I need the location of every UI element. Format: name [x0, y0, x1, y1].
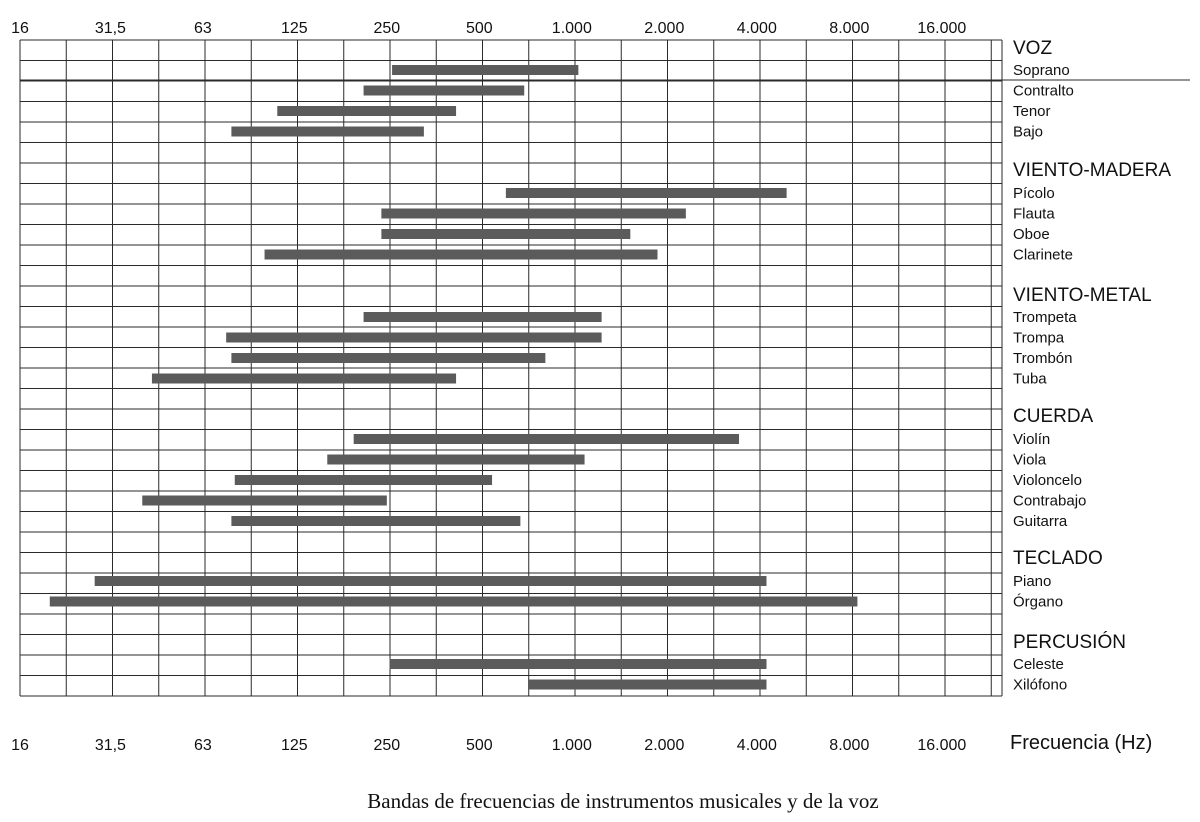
top-tick-label: 125: [280, 20, 308, 37]
row-labels: [1013, 38, 1171, 694]
row-label: Violoncelo: [1013, 472, 1082, 489]
top-tick-label: 63: [193, 20, 212, 37]
top-tick-label: 31,5: [94, 20, 126, 37]
group-heading: TECLADO: [1013, 548, 1103, 569]
row-label: Bajo: [1013, 123, 1044, 141]
range-bar: [354, 434, 739, 444]
top-tick-label: 500: [465, 20, 493, 37]
bottom-tick-label: 500: [465, 737, 493, 754]
row-label: Contralto: [1013, 82, 1074, 100]
bottom-tick-label: 16: [11, 737, 29, 754]
bottom-tick-label: 63: [193, 737, 212, 754]
bottom-tick-label: 4.000: [736, 737, 777, 754]
range-bar: [231, 516, 520, 526]
tick-labels: [11, 20, 966, 754]
row-label: Xilófono: [1013, 676, 1068, 694]
range-bar: [528, 680, 766, 690]
range-bar: [381, 209, 685, 219]
row-label: Oboe: [1013, 226, 1050, 243]
range-bar: [389, 659, 766, 669]
range-bar: [265, 250, 658, 260]
group-heading: VIENTO-METAL: [1013, 285, 1152, 306]
range-bar: [327, 455, 584, 465]
range-bar: [95, 576, 767, 586]
row-label: Soprano: [1013, 62, 1070, 79]
top-tick-label: 16.000: [917, 20, 967, 37]
group-heading: CUERDA: [1013, 406, 1094, 427]
bottom-tick-label: 125: [280, 737, 308, 754]
row-label: Trompa: [1013, 329, 1065, 347]
top-tick-label: 1.000: [551, 20, 592, 37]
row-label: Contrabajo: [1013, 492, 1087, 510]
top-tick-label: 8.000: [829, 20, 870, 37]
bottom-tick-label: 2.000: [644, 737, 685, 754]
range-bar: [364, 86, 525, 96]
group-heading: VOZ: [1013, 38, 1053, 59]
range-bar: [152, 374, 456, 384]
range-bar: [142, 496, 387, 506]
bottom-tick-label: 31,5: [94, 737, 126, 754]
bottom-tick-label: 16.000: [917, 737, 967, 754]
top-tick-label: 16: [11, 20, 29, 37]
bottom-tick-label: 8.000: [829, 737, 870, 754]
row-label: Órgano: [1013, 593, 1064, 611]
range-bar: [231, 353, 545, 363]
group-heading: PERCUSIÓN: [1013, 632, 1126, 653]
range-bar: [50, 597, 858, 607]
range-bar: [277, 106, 456, 116]
row-label: Clarinete: [1013, 246, 1074, 264]
range-bar: [235, 475, 492, 485]
group-heading: VIENTO-MADERA: [1013, 160, 1172, 181]
bottom-tick-label: 1.000: [551, 737, 592, 754]
row-label: Violín: [1013, 431, 1051, 448]
range-bar: [392, 65, 578, 75]
row-label: Piano: [1013, 573, 1052, 590]
range-bar: [226, 333, 601, 343]
row-label: Viola: [1013, 451, 1047, 469]
row-label: Tenor: [1013, 103, 1051, 120]
row-label: Flauta: [1013, 205, 1055, 223]
bars: [50, 65, 858, 690]
range-bar: [381, 229, 630, 239]
row-label: Trombón: [1013, 350, 1073, 367]
bottom-tick-label: 250: [373, 737, 401, 754]
row-label: Trompeta: [1013, 309, 1077, 326]
top-tick-label: 4.000: [736, 20, 777, 37]
top-tick-label: 2.000: [644, 20, 685, 37]
x-axis-label: Frecuencia (Hz): [1010, 732, 1153, 754]
row-label: Celeste: [1013, 656, 1064, 673]
row-label: Pícolo: [1013, 185, 1055, 202]
top-tick-label: 250: [373, 20, 401, 37]
range-bar: [506, 188, 787, 198]
chart-caption: Bandas de frecuencias de instrumentos musicales y de la voz: [367, 789, 879, 813]
row-label: Guitarra: [1013, 513, 1068, 530]
range-bar: [231, 127, 423, 137]
row-label: Tuba: [1013, 370, 1047, 388]
range-bar: [364, 312, 602, 322]
